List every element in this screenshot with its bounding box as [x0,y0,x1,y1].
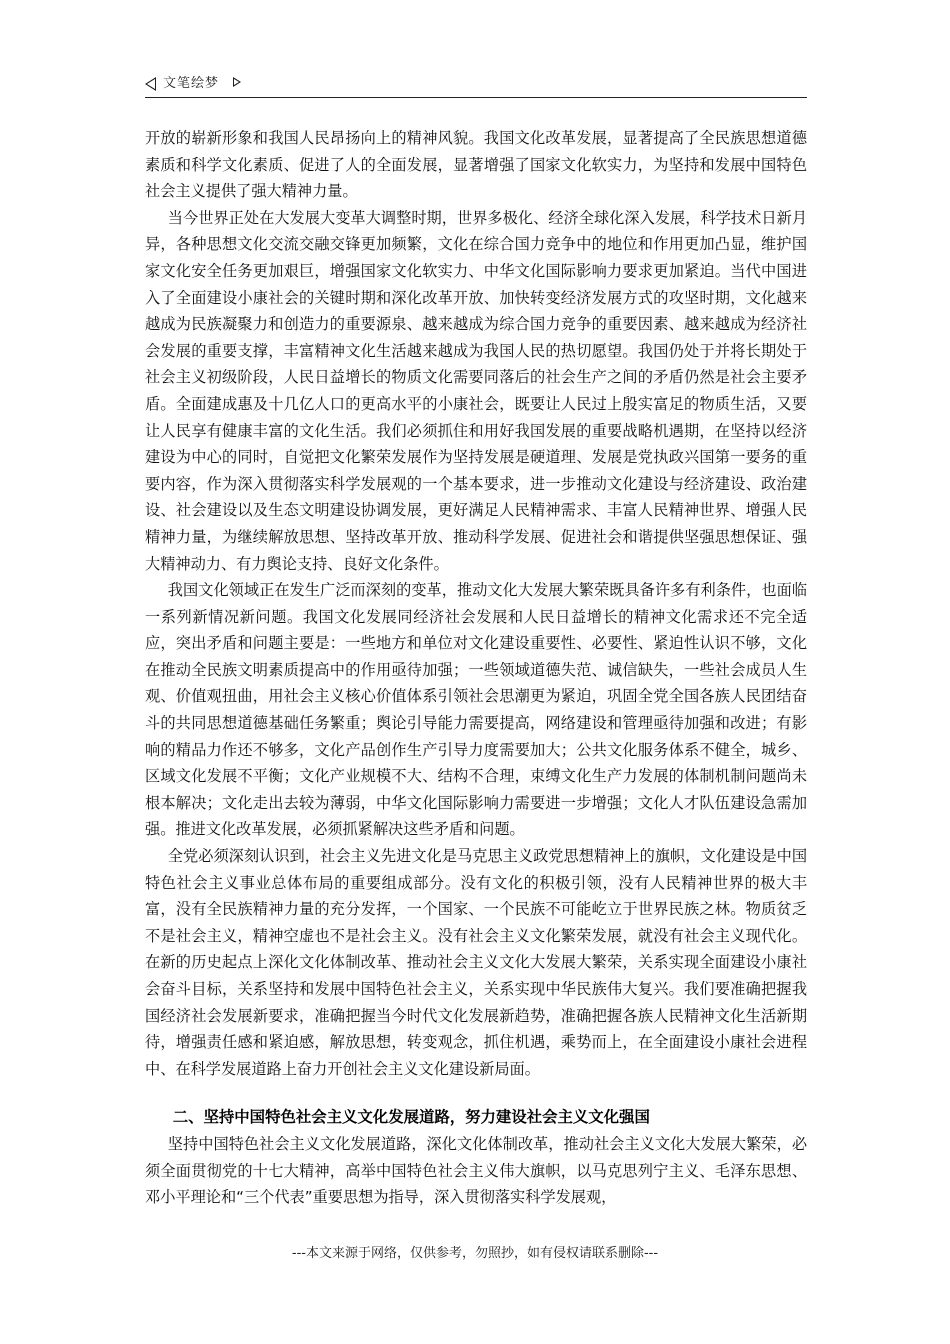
paragraph-continued: 开放的崭新形象和我国人民昂扬向上的精神风貌。我国文化改革发展，显著提高了全民族思想道德素质和科学文化素质、促进了人的全面发展，显著增强了国家文化软实力，为坚持和发展中国特色社会主义提供了强大精神力量。 [145,129,807,201]
document-body [145,125,807,1211]
section-heading: 二、坚持中国特色社会主义文化发展道路，努力建设社会主义文化强国 [172,1108,650,1127]
section-paragraph: 坚持中国特色社会主义文化发展道路，深化文化体制改革，推动社会主义文化大发展大繁荣，必须全面贯彻党的十七大精神，高举中国特色社会主义伟大旗帜，以马克思列宁主义、毛泽东思想、邓小平理论和“三个代表”重要思想为指导，深入贯彻落实科学发展观， [145,1134,807,1207]
triangle-left-icon [145,77,156,91]
paragraph: 当今世界正处在大发展大变革大调整时期，世界多极化、经济全球化深入发展，科学技术日新月异，各种思想文化交流交融交锋更加频繁，文化在综合国力竞争中的地位和作用更加凸显，维护国家文化安全任务更加艰巨，增强国家文化软实力、中华文化国际影响力要求更加紧迫。当代中国进入了全面建设小康社会的关键时期和深化改革开放、加快转变经济发展方式的攻坚时期，文化越来越成为民族凝聚力和创造力的重要源泉、越来越成为综合国力竞争的重要因素、越来越成为经济社会发展的重要支撑，丰富精神文化生活越来越成为我国人民的热切愿望。我国仍处于并将长期处于社会主义初级阶段，人民日益增长的物质文化需要同落后的社会生产之间的矛盾仍然是社会主要矛盾。全面建成惠及十几亿人口的更高水平的小康社会，既要让人民过上殷实富足的物质生活，又要让人民享有健康丰富的文化生活。我们必须抓住和用好我国发展的重要战略机遇期，在坚持以经济建设为中心的同时，自觉把文化繁荣发展作为坚持发展是硬道理、发展是党执政兴国第一要务的重要内容，作为深入贯彻落实科学发展观的一个基本要求，进一步推动文化建设与经济建设、政治建设、社会建设以及生态文明建设协调发展，更好满足人民精神需求、丰富人民精神世界、增强人民精神力量，为继续解放思想、坚持改革开放、推动科学发展、促进社会和谐提供坚强思想保证、强大精神动力、有力舆论支持、良好文化条件。 [145,208,807,573]
header-title: 文笔绘梦 [163,76,220,91]
page-header [145,73,807,98]
paragraph: 我国文化领域正在发生广泛而深刻的变革，推动文化大发展大繁荣既具备许多有利条件，也面临一系列新情况新问题。我国文化发展同经济社会发展和人民日益增长的精神文化需求还不完全适应，突出矛盾和问题主要是：一些地方和单位对文化建设重要性、必要性、紧迫性认识不够，文化在推动全民族文明素质提高中的作用亟待加强；一些领域道德失范、诚信缺失，一些社会成员人生观、价值观扭曲，用社会主义核心价值体系引领社会思潮更为紧迫，巩固全党全国各族人民团结奋斗的共同思想道德基础任务繁重；舆论引导能力需要提高，网络建设和管理亟待加强和改进；有影响的精品力作还不够多，文化产品创作生产引导力度需要加大；公共文化服务体系不健全，城乡、区域文化发展不平衡；文化产业规模不大、结构不合理，束缚文化生产力发展的体制机制问题尚未根本解决；文化走出去较为薄弱，中华文化国际影响力需要进一步增强；文化人才队伍建设急需加强。推进文化改革发展，必须抓紧解决这些矛盾和问题。 [145,581,807,839]
triangle-right-icon [233,77,241,87]
page-footer-disclaimer: ---本文来源于网络，仅供参考，勿照抄，如有侵权请联系删除--- [291,1246,659,1261]
paragraph: 全党必须深刻认识到，社会主义先进文化是马克思主义政党思想精神上的旗帜，文化建设是中国特色社会主义事业总体布局的重要组成部分。没有文化的积极引领，没有人民精神世界的极大丰富，没有全民族精神力量的充分发挥，一个国家、一个民族不可能屹立于世界民族之林。物质贫乏不是社会主义，精神空虚也不是社会主义。没有社会主义文化繁荣发展，就没有社会主义现代化。在新的历史起点上深化文化体制改革、推动社会主义文化大发展大繁荣，关系实现全面建设小康社会奋斗目标，关系坚持和发展中国特色社会主义，关系实现中华民族伟大复兴。我们要准确把握我国经济社会发展新要求，准确把握当今时代文化发展新趋势，准确把握各族人民精神文化生活新期待，增强责任感和紧迫感，解放思想，转变观念，抓住机遇，乘势而上，在全面建设小康社会进程中、在科学发展道路上奋力开创社会主义文化建设新局面。 [145,847,807,1078]
